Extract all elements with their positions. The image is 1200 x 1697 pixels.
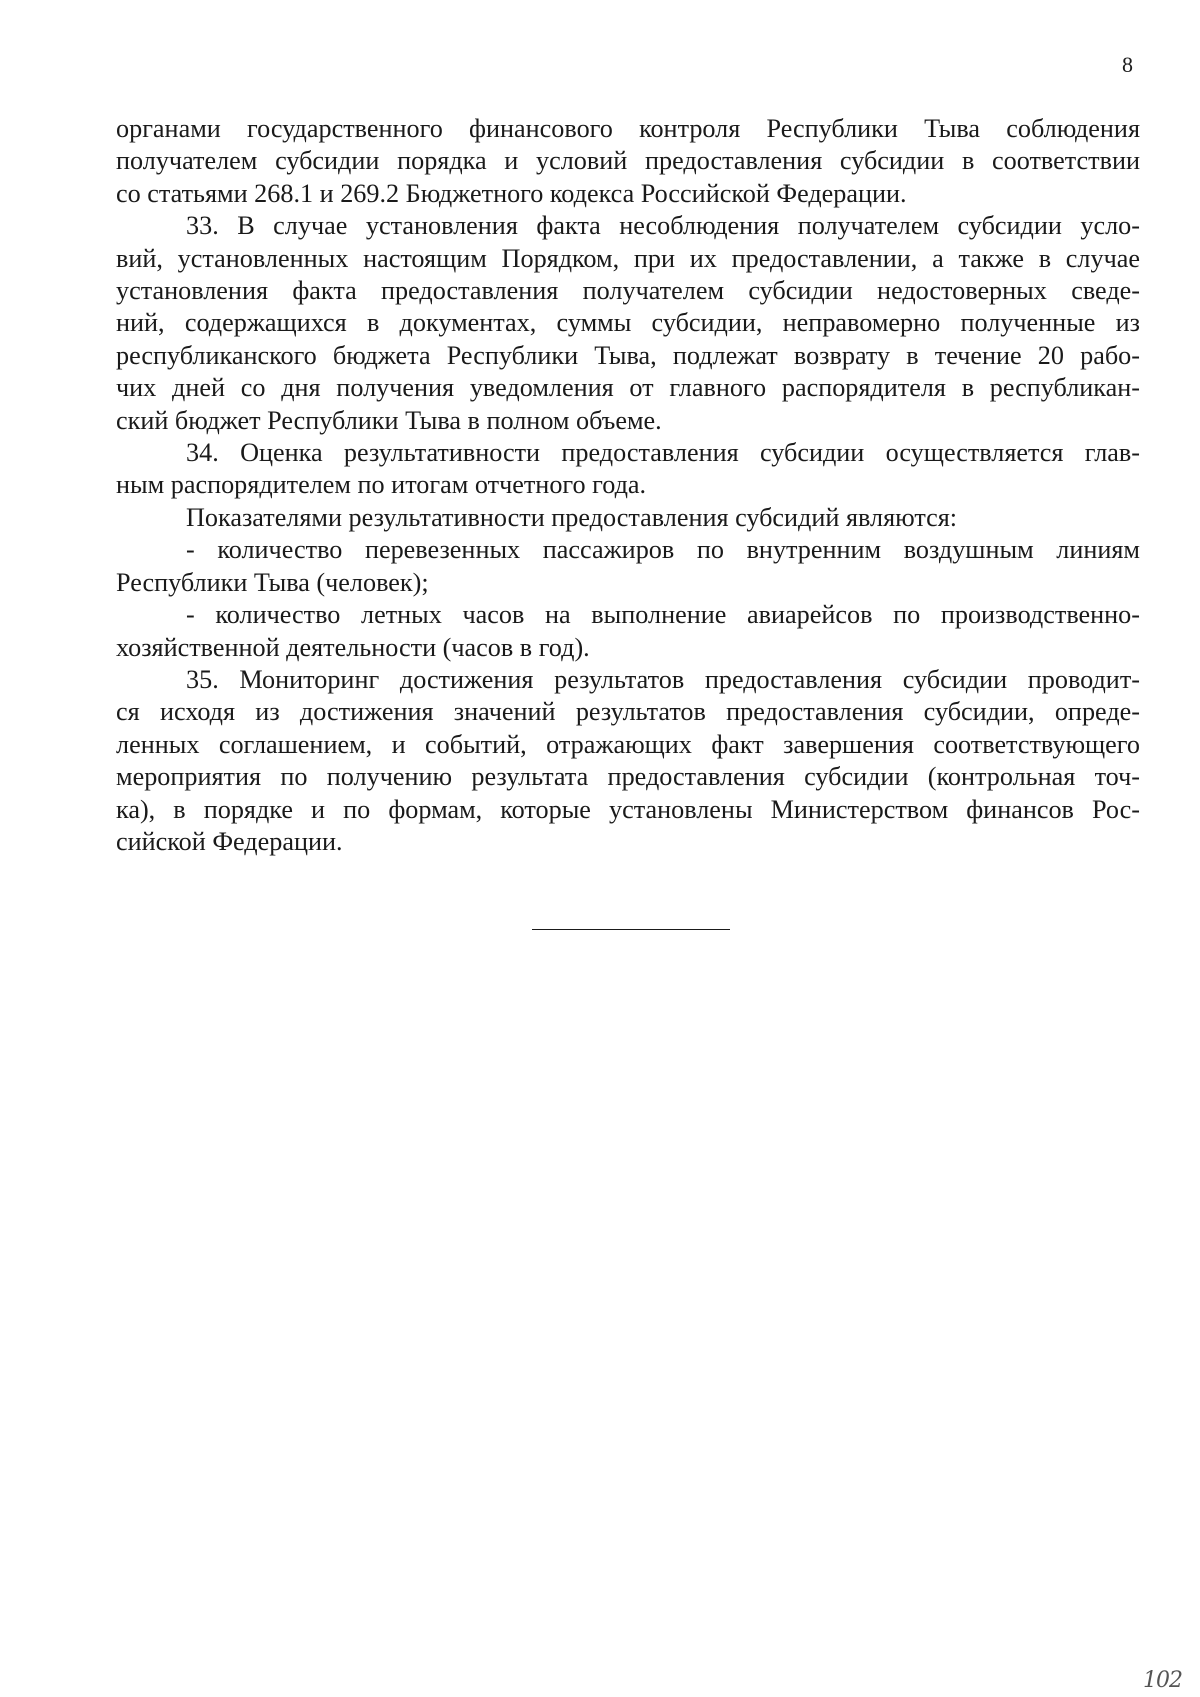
indicator-item: - количество летных часов на выполнение авиарейсов по производственно- [186,600,1140,630]
handwritten-sheet-number: 102 [1143,1668,1182,1693]
paragraph-33-start: 33. В случае установления факта несоблюдения получателем субсидии усло- [186,211,1140,241]
text-line: ся исходя из достижения значений результатов предоставления субсидии, опреде- [116,697,1140,727]
text-line: получателем субсидии порядка и условий предоставления субсидии в соответствии [116,146,1140,176]
text-line: установления факта предоставления получателем субсидии недостоверных сведе- [116,276,1140,306]
text-line: Республики Тыва (человек); [116,567,429,597]
text-line: органами государственного финансового контроля Республики Тыва соблюдения [116,114,1140,143]
text-line: со статьями 268.1 и 269.2 Бюджетного кодекса Российской Федерации. [116,178,907,208]
text-line: ленных соглашением, и событий, отражающих факт завершения соответствующего [116,729,1140,759]
indicators-intro: Показателями результативности предоставления субсидий являются: [186,502,958,532]
text-line: вий, установленных настоящим Порядком, при их предоставлении, а также в случае [116,243,1140,273]
page-number: 8 [1122,52,1133,77]
text-line: мероприятия по получению результата предоставления субсидии (контрольная точ- [116,762,1140,792]
text-line: ний, содержащихся в документах, суммы субсидии, неправомерно полученные из [116,308,1140,338]
text-line: республиканского бюджета Республики Тыва, подлежат возврату в течение 20 рабо- [116,340,1140,370]
text-line: сийской Федерации. [116,826,343,856]
text-line: чих дней со дня получения уведомления от главного распорядителя в республикан- [116,373,1140,403]
text-line: ка), в порядке и по формам, которые установлены Министерством финансов Рос- [116,794,1140,824]
indicator-item: - количество перевезенных пассажиров по внутренним воздушным линиям [186,535,1140,565]
closing-divider [532,929,730,930]
paragraph-34-start: 34. Оценка результативности предоставления субсидии осуществляется глав- [186,438,1140,468]
paragraph-35-start: 35. Мониторинг достижения результатов предоставления субсидии проводит- [186,664,1140,694]
document-body [116,113,1140,858]
text-line: ным распорядителем по итогам отчетного года. [116,470,647,500]
text-line: хозяйственной деятельности (часов в год). [116,632,590,662]
text-line: ский бюджет Республики Тыва в полном объеме. [116,405,662,435]
